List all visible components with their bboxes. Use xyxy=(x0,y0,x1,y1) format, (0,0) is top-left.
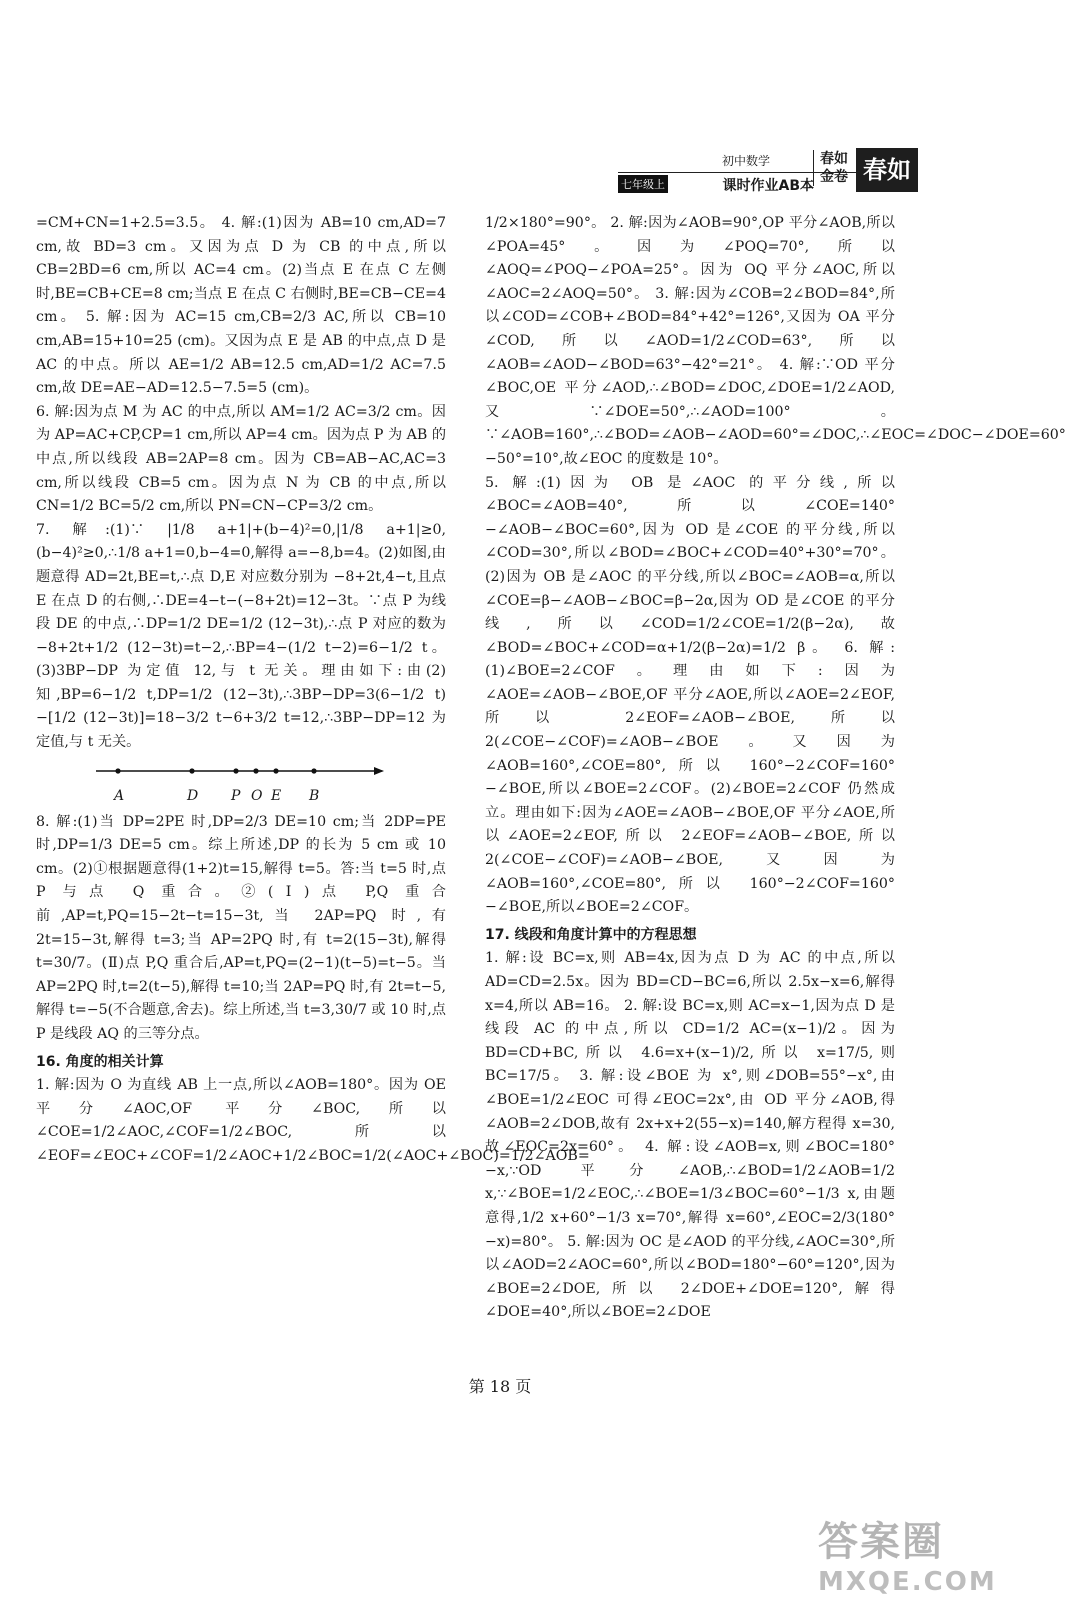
section-17-title: 17. 线段和角度计算中的方程思想 xyxy=(485,926,697,943)
watermark-url: MXQE.COM xyxy=(818,1567,997,1597)
header-brand xyxy=(813,150,854,186)
point-label-o: O xyxy=(251,787,263,804)
arrow-icon xyxy=(374,767,384,775)
point-label-p: P xyxy=(231,787,241,804)
point-label-d: D xyxy=(187,787,199,804)
page-number: 第 18 页 xyxy=(468,1377,532,1396)
right-paragraph-2: 5. 解:(1)因为 OB 是∠AOC 的平分线,所以∠BOC=∠AOB=40°,所以∠COE=140°−∠AOB−∠BOC=60°,因为 OD 是∠COE 的平分线,所以∠COD=30°,所以∠BOD=∠BOC+∠COD=40°+30°=70°。(2)因为 OB 是∠AOC 的平分线,所以∠BOC=∠AOB=α,所以∠COE=β−∠AOB−∠BOC=β−2α,因为 OD 是∠COE 的平分线,所以∠COD=1/2∠COE=1/2(β−2α),故∠BOD=∠BOC+∠COD=α+1/2(β−2α)=1/2 β。 6. 解:(1)∠BOE=2∠COF。理由如下:因为∠AOE=∠AOB−∠BOE,OF 平分∠AOE,所以∠AOE=2∠EOF,所以 2∠EOF=∠AOB−∠BOE,所以 2(∠COE−∠COF)=∠AOB−∠BOE。又因为∠AOB=160°,∠COE=80°,所以 160°−2∠COF=160°−∠BOE,所以∠BOE=2∠COF。(2)∠BOE=2∠COF 仍然成立。理由如下:因为∠AOE=∠AOB−∠BOE,OF 平分∠AOE,所以∠AOE=2∠EOF,所以 2∠EOF=∠AOB−∠BOE,所以 2(∠COE−∠COF)=∠AOB−∠BOE,又因为∠AOB=160°,∠COE=80°,所以 160°−2∠COF=160°−∠BOE,所以∠BOE=2∠COF。 xyxy=(485,474,895,916)
right-paragraph-1: 1/2×180°=90°。 2. 解:因为∠AOB=90°,OP 平分∠AOB,所以∠POA=45°。因为∠POQ=70°,所以∠AOQ=∠POQ−∠POA=25°。因为 OQ 平分∠AOC,所以∠AOC=2∠AOQ=50°。 3. 解:因为∠COB=2∠BOD=84°,所以∠COD=∠COB+∠BOD=84°+42°=126°,又因为 OA 平分∠COD,所以∠AOD=1/2∠COD=63°,所以∠AOB=∠AOD−∠BOD=63°−42°=21°。 4. 解:∵OD 平分∠BOC,OE 平分∠AOD,∴∠BOD=∠DOC,∠DOE=1/2∠AOD,又∵∠DOE=50°,∴∠AOD=100°。∵∠AOB=160°,∴∠BOD=∠AOB−∠AOD=60°=∠DOC,∴∠EOC=∠DOC−∠DOE=60°−50°=10°,故∠EOC 的度数是 10°。 xyxy=(485,215,1066,467)
brand-bottom: 金卷 xyxy=(820,169,848,185)
number-line xyxy=(96,759,386,789)
point-o-dot xyxy=(253,768,258,773)
brand-top: 春如 xyxy=(820,151,848,167)
point-label-b: B xyxy=(309,787,320,804)
left-column xyxy=(36,212,590,1169)
watermark-logo xyxy=(818,1510,997,1597)
brand-logo: 春如 xyxy=(856,148,918,192)
point-e-dot xyxy=(273,768,278,773)
point-d-dot xyxy=(189,768,194,773)
left-paragraph-3: 7. 解:(1)∵ |1/8 a+1|+(b−4)²=0,|1/8 a+1|≥0,(b−4)²≥0,∴1/8 a+1=0,b−4=0,解得 a=−8,b=4。(2)如图,由题意得 AD=2t,BE=t,∴点 D,E 对应数分别为 −8+2t,4−t,且点 E 在点 D 的右侧,∴DE=4−t−(−8+2t)=12−3t。∵点 P 为线段 DE 的中点,∴DP=1/2 DE=1/2 (12−3t),∴点 P 对应的数为 −8+2t+1/2 (12−3t)=t−2,∴BP=4−(1/2 t−2)=6−1/2 t。(3)3BP−DP 为定值 12,与 t 无关。理由如下:由(2)知,BP=6−1/2 t,DP=1/2 (12−3t),∴3BP−DP=3(6−1/2 t)−[1/2 (12−3t)]=18−3/2 t−6+3/2 t=12,∴3BP−DP=12 为定值,与 t 无关。 xyxy=(36,521,446,751)
point-label-e: E xyxy=(271,787,282,804)
right-paragraph-3: 1. 解:设 BC=x,则 AB=4x,因为点 D 为 AC 的中点,所以 AD=CD=2.5x。因为 BD=CD−BC=6,所以 2.5x−x=6,解得 x=4,所以 AB=16。 2. 解:设 BC=x,则 AC=x−1,因为点 D 是线段 AC 的中点,所以 CD=1/2 AC=(x−1)/2。因为 BD=CD+BC,所以 4.6=x+(x−1)/2,所以 x=17/5,则 BC=17/5。 3. 解:设∠BOE 为 x°,则∠DOB=55°−x°,由∠BOE=1/2∠EOC 可得∠EOC=2x°,由 OD 平分∠AOB,得∠AOB=2∠DOB,故有 2x+x+2(55−x)=140,解方程得 x=30,故∠EOC=2x=60°。 4. 解:设∠AOB=x,则∠BOC=180°−x,∵OD 平分∠AOB,∴∠BOD=1/2∠AOB=1/2 x,∵∠BOE=1/2∠EOC,∴∠BOE=1/3∠BOC=60°−1/3 x,由题意得,1/2 x+60°−1/3 x=70°,解得 x=60°,∠EOC=2/3(180°−x)=80°。 5. 解:因为 OC 是∠AOD 的平分线,∠AOC=30°,所以∠AOD=2∠AOC=60°,所以∠BOD=180°−60°=120°,因为∠BOE=2∠DOE,所以 2∠DOE+∠DOE=120°,解得∠DOE=40°,所以∠BOE=2∠DOE xyxy=(485,950,895,1321)
header-grade-tag: 七年级上 xyxy=(618,175,668,193)
point-p-dot xyxy=(233,768,238,773)
point-b-dot xyxy=(311,768,316,773)
point-a-dot xyxy=(115,768,120,773)
watermark-main: 答案圈 xyxy=(818,1519,944,1565)
left-paragraph-4: 8. 解:(1)当 DP=2PE 时,DP=2/3 DE=10 cm;当 2DP=PE 时,DP=1/3 DE=5 cm。综上所述,DP 的长为 5 cm 或 10 cm。(2)①根据题意得(1+2)t=15,解得 t=5。答:当 t=5 时,点 P 与点 Q 重合。②(Ⅰ)点 P,Q 重合前,AP=t,PQ=15−2t−t=15−3t,当 2AP=PQ 时,有 2t=15−3t,解得 t=3;当 AP=2PQ 时,有 t=2(15−3t),解得 t=30/7。(Ⅱ)点 P,Q 重合后,AP=t,PQ=(2−1)(t−5)=t−5。当 AP=2PQ 时,t=2(t−5),解得 t=10;当 2AP=PQ 时,有 2t=t−5,解得 t=−5(不合题意,舍去)。综上所述,当 t=3,30/7 或 10 时,点 P 是线段 AQ 的三等分点。 xyxy=(36,813,446,1042)
point-label-a: A xyxy=(114,787,125,804)
left-paragraph-5: 1. 解:因为 O 为直线 AB 上一点,所以∠AOB=180°。因为 OE 平分∠AOC,OF 平分∠BOC,所以∠COE=1/2∠AOC,∠COF=1/2∠BOC,所以∠EOF=∠EOC+∠COF=1/2∠AOC+1/2∠BOC=1/2(∠AOC+∠BOC)=1/2∠AOB= xyxy=(36,1077,590,1164)
number-line-figure xyxy=(36,759,446,805)
header-subject: 初中数学 xyxy=(721,154,770,168)
left-paragraph-1: =CM+CN=1+2.5=3.5。 4. 解:(1)因为 AB=10 cm,AD=7 cm,故 BD=3 cm。又因为点 D 为 CB 的中点,所以 CB=2BD=6 cm,所以 AC=4 cm。(2)当点 E 在点 C 左侧时,BE=CB+CE=8 cm;当点 E 在点 C 右侧时,BE=CB−CE=4 cm。 5. 解:因为 AC=15 cm,CB=2/3 AC,所以 CB=10 cm,AB=15+10=25 (cm)。又因为点 E 是 AB 的中点,点 D 是 AC 的中点。所以 AE=1/2 AB=12.5 cm,AD=1/2 AC=7.5 cm,故 DE=AE−AD=12.5−7.5=5 (cm)。 xyxy=(36,215,446,397)
header-badge xyxy=(618,148,918,198)
section-16-title: 16. 角度的相关计算 xyxy=(36,1053,164,1070)
right-column xyxy=(485,212,1066,1325)
left-paragraph-2: 6. 解:因为点 M 为 AC 的中点,所以 AM=1/2 AC=3/2 cm。因为 AP=AC+CP,CP=1 cm,所以 AP=4 cm。因为点 P 为 AB 的中点,所以线段 AB=2AP=8 cm。因为 CB=AB−AC,AC=3 cm,所以线段 CB=5 cm。因为点 N 为 CB 的中点,所以 CN=1/2 BC=5/2 cm,所以 PN=CN−CP=3/2 cm。 xyxy=(36,403,447,515)
header-series: 课时作业AB本 xyxy=(722,178,814,194)
